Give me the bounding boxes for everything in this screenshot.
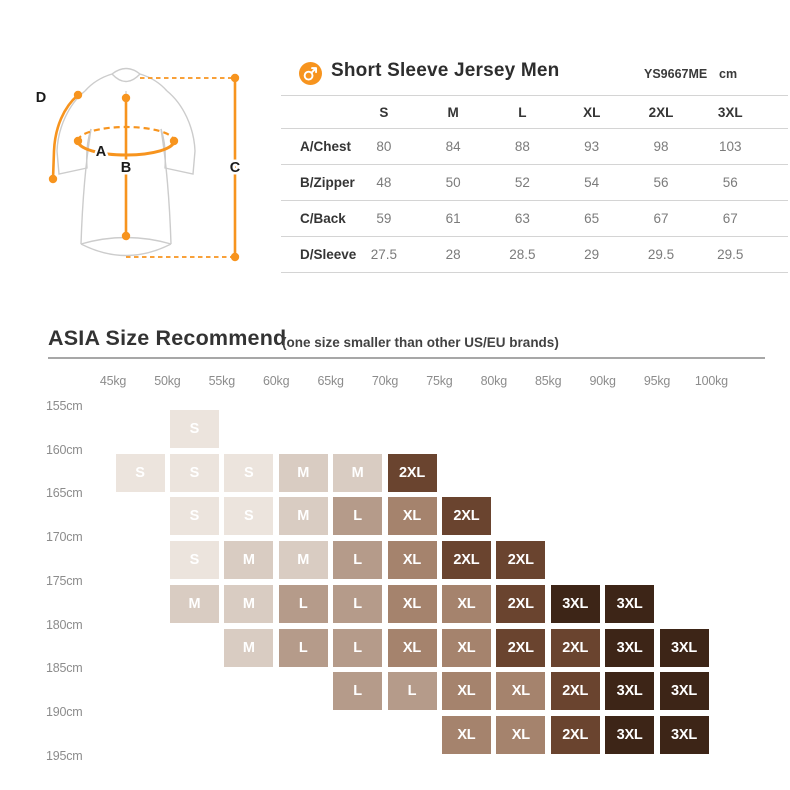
size-cell: XL: [496, 716, 545, 754]
size-cell: 2XL: [442, 497, 491, 535]
size-cell: 3XL: [605, 629, 654, 667]
weight-label: 90kg: [589, 374, 616, 388]
size-cell: M: [279, 541, 328, 579]
size-cell: 3XL: [551, 585, 600, 623]
row-label: C/Back: [300, 211, 346, 226]
weight-label: 75kg: [426, 374, 453, 388]
column-header-m: M: [419, 96, 488, 129]
size-cell: M: [279, 497, 328, 535]
height-label: 160cm: [46, 442, 83, 457]
asia-section-subtitle: (one size smaller than other US/EU brands): [282, 335, 559, 350]
measurement-value: 67: [722, 211, 738, 226]
height-label: 165cm: [46, 486, 83, 501]
size-cell: XL: [388, 497, 437, 535]
size-cell: L: [333, 497, 382, 535]
size-cell: S: [170, 454, 219, 492]
measurement-value: 50: [445, 175, 461, 190]
size-cell: 2XL: [388, 454, 437, 492]
column-header-3xl: 3XL: [696, 96, 788, 129]
size-cell: 2XL: [551, 672, 600, 710]
height-label: 180cm: [46, 617, 83, 632]
size-cell: 3XL: [605, 672, 654, 710]
size-cell: M: [224, 541, 273, 579]
size-cell: 2XL: [551, 716, 600, 754]
size-cell: XL: [388, 585, 437, 623]
size-cell: 2XL: [496, 585, 545, 623]
height-label: 175cm: [46, 573, 83, 588]
size-cell: XL: [442, 672, 491, 710]
size-cell: L: [279, 629, 328, 667]
asia-section-title: ASIA Size Recommend: [48, 326, 287, 350]
measurement-value: 67: [653, 211, 669, 226]
size-cell: XL: [388, 541, 437, 579]
row-label: A/Chest: [300, 139, 352, 154]
weight-label: 65kg: [317, 374, 344, 388]
label-d: D: [35, 90, 47, 106]
measurement-value: 56: [722, 175, 738, 190]
row-label: D/Sleeve: [300, 247, 357, 262]
measurement-value: 80: [376, 139, 392, 154]
measurement-value: 103: [719, 139, 742, 154]
weight-label: 70kg: [371, 374, 399, 388]
size-cell: 2XL: [496, 541, 545, 579]
product-code: YS9667ME: [644, 67, 708, 81]
size-cell: XL: [496, 672, 545, 710]
size-cell: M: [224, 585, 273, 623]
measurement-value: 63: [514, 211, 530, 226]
size-cell: 3XL: [605, 716, 654, 754]
measurement-value: 29.5: [717, 247, 744, 262]
measurement-value: 52: [514, 175, 530, 190]
row-label: B/Zipper: [300, 175, 355, 190]
size-cell: L: [333, 541, 382, 579]
column-header-xl: XL: [557, 96, 626, 129]
measurement-unit: cm: [719, 67, 738, 81]
size-cell: L: [333, 585, 382, 623]
weight-label: 60kg: [263, 374, 290, 388]
weight-label: 50kg: [154, 374, 181, 388]
column-header-s: S: [349, 96, 418, 129]
height-label: 155cm: [46, 399, 83, 413]
measurement-value: 84: [445, 139, 461, 154]
weight-label: 85kg: [535, 374, 562, 388]
size-cell: 2XL: [496, 629, 545, 667]
weight-label: 55kg: [208, 374, 235, 388]
height-label: 190cm: [46, 704, 83, 719]
size-cell: M: [279, 454, 328, 492]
size-cell: S: [170, 541, 219, 579]
size-cell: 3XL: [660, 629, 709, 667]
size-cell: 3XL: [605, 585, 654, 623]
weight-label: 80kg: [480, 374, 507, 388]
measurement-value: 28: [445, 247, 461, 262]
measurement-value: 88: [514, 139, 530, 154]
size-cell: L: [333, 629, 382, 667]
label-b: B: [120, 160, 132, 176]
size-cell: S: [224, 454, 273, 492]
measurement-value: 54: [584, 175, 600, 190]
measurement-value: 98: [653, 139, 669, 154]
measurement-value: 29: [584, 247, 600, 262]
size-cell: 2XL: [551, 629, 600, 667]
label-c: C: [229, 160, 241, 176]
column-header-l: L: [488, 96, 557, 129]
measurement-value: 48: [376, 175, 392, 190]
label-a: A: [95, 144, 107, 160]
size-cell: S: [116, 454, 165, 492]
size-cell: L: [279, 585, 328, 623]
size-cell: L: [333, 672, 382, 710]
height-label: 185cm: [46, 661, 83, 676]
weight-label: 100kg: [694, 374, 728, 388]
size-cell: XL: [388, 629, 437, 667]
measurement-value: 56: [653, 175, 669, 190]
size-cell: XL: [442, 629, 491, 667]
size-cell: 3XL: [660, 672, 709, 710]
measurement-value: 65: [584, 211, 600, 226]
size-cell: XL: [442, 716, 491, 754]
size-cell: L: [388, 672, 437, 710]
weight-label: 45kg: [99, 374, 127, 388]
product-title: Short Sleeve Jersey Men: [331, 60, 560, 81]
measurement-value: 29.5: [647, 247, 675, 262]
measurement-value: 93: [584, 139, 600, 154]
size-cell: XL: [442, 585, 491, 623]
height-label: 170cm: [46, 530, 83, 545]
height-label: 195cm: [46, 748, 83, 763]
size-cell: M: [224, 629, 273, 667]
size-cell: 2XL: [442, 541, 491, 579]
weight-label: 95kg: [643, 374, 671, 388]
measurement-value: 27.5: [370, 247, 398, 262]
size-cell: M: [170, 585, 219, 623]
measurement-value: 61: [445, 211, 461, 226]
measurement-value: 59: [376, 211, 392, 226]
size-cell: S: [224, 497, 273, 535]
measurement-value: 28.5: [509, 247, 536, 262]
column-header-2xl: 2XL: [626, 96, 695, 129]
size-cell: 3XL: [660, 716, 709, 754]
size-cell: S: [170, 497, 219, 535]
size-cell: S: [170, 410, 219, 448]
size-cell: M: [333, 454, 382, 492]
